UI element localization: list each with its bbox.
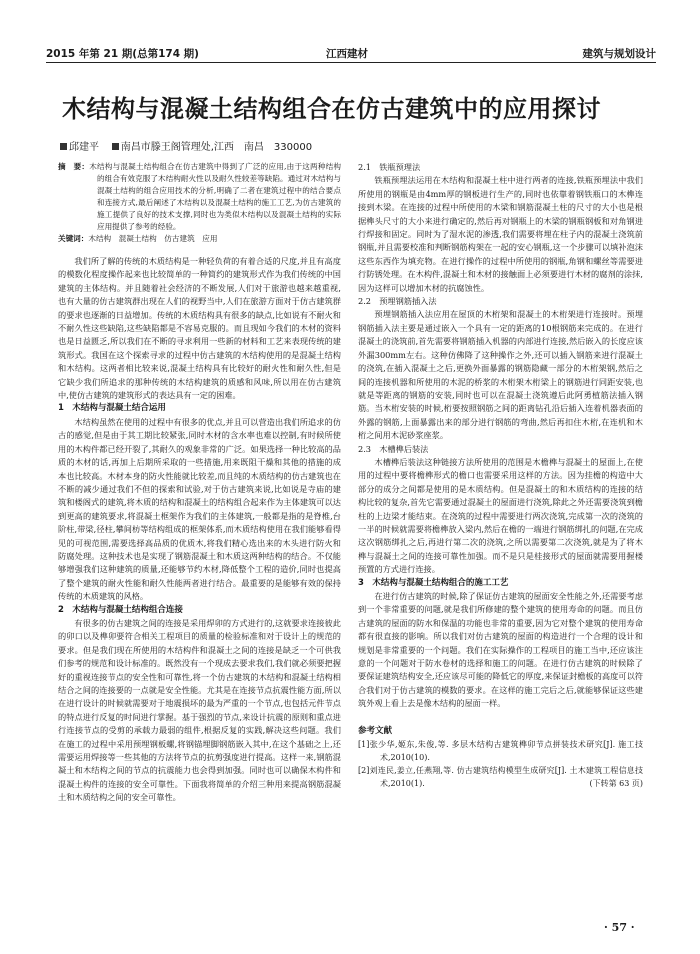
continued-note: (下转第 63 页) <box>589 779 643 789</box>
running-header <box>46 46 656 60</box>
left-column <box>58 161 341 805</box>
keywords-label: 关键词： <box>58 234 89 243</box>
author-marker-icon <box>60 143 67 150</box>
section-2-3-heading: 2.3 木槽榫后装法 <box>358 443 429 454</box>
section-2-3-text: 木槽榫后装法这种链接方法所使用的范围是木檐榫与混凝土的屋面上,在使用的过程中要将檐榫形式的檐口也需要采用这样的方法。因为挂檐的构造中大部分的成分之间都是使用的是木质结构。但是混凝土的和木质结构的连接的结构比较的复杂,首先它需要通过混凝土的屋面进行浇筑,除此之外还需要浇筑到檐柱的上边梁才能结束。在浇筑的过程中需要进行两次浇筑,完成第一次的浇筑的一半的时候就需要将檐榫放入梁内,然后在檐的一端进行钢筋绑扎的问题,在完成这次钢筋绑扎之后,再进行第二次的浇筑,之所以需要第二次浇筑,就是为了将木榫与混凝土之间的连接可靠性加强。而不是只是桂接形式的屋面就需要用握楼预置的方式进行连接。 <box>358 456 643 575</box>
section-2-heading: 2 木结构与混凝土结构组合连接 <box>58 604 183 615</box>
article-title: 木结构与混凝土结构组合在仿古建筑中的应用探讨 <box>62 95 601 123</box>
keywords-text: 木结构 混凝土结构 仿古建筑 应用 <box>88 234 218 243</box>
keywords <box>58 233 341 245</box>
intro-paragraph: 我们所了解的传统的木质结构是一种轻负荷的有着合适的尺度,并且有高度的模数化程度操作起来也比较简单的一种简约的建筑形式作为我们传统的中国建筑的主体结构。并且随着社会经济的不断发展,人们对于旅游也越来越重视,也有大量的仿古建筑群出现在人们的视野当中,人们在旅游方面对于仿古建筑群的要求也逐渐的日益增加。传统的木质结构具有很多的缺点,比如说有不耐火和不耐久性这些缺陷,这些缺陷都是不容易克服的。而且现如今我们的木材的资料也是日益匮乏,所以我们在不断的寻求利用一些新的材料和工艺来表现传统的建筑形式。我国在这个探索寻求的过程中仿古建筑的木结构使用的是混凝土结构和木结构。这两者相比较来说,混凝土结构具有比较好的耐火性和耐久性,但是它缺少我们所追求的那种传统的木结构建筑的质感和风味,所以用在仿古建筑中,使仿古建筑的建筑形式的表达具有一定的困难。 <box>58 256 341 401</box>
reference-item: [1]张少华,姬东,朱俊,等. 多层木结构古建筑榫卯节点拼装技术研究[J]. 施工技术,2010(10). <box>358 740 643 763</box>
journal-name: 江西建材 <box>326 48 368 60</box>
section-2-2-heading: 2.2 预埋钢筋插入法 <box>358 296 437 307</box>
abstract <box>58 161 341 233</box>
section-name: 建筑与规划设计 <box>582 48 656 60</box>
author-name: 邱建平 <box>69 142 99 153</box>
author-affiliation: 南昌市滕王阁管理处,江西 南昌 330000 <box>120 142 313 153</box>
issue-info: 2015 年第 21 期(总第174 期) <box>46 48 199 60</box>
section-2-2-text: 预埋钢筋插入法应用在屋顶的木桁架和混凝土的木桁架进行连接时。预埋钢筋插入法主要是通过嵌入一个具有一定的距离的10根钢筋来完成的。在进行混凝土的浇筑前,首先需要将钢筋插入机器的内部进行连接,然后嵌入的长度应该外漏300mm左右。这种仿佛降了这种操作之外,还可以插入钢筋来进行混凝土的浇筑,在插入混凝土之后,更换外面暴露的钢筋隐藏一部分的木桁架钢,然后之间的连接机器和所使用的木泥的桥浆的木桁架木桁梁上的钢筋进行同距安装,也就是等距离的钢筋的安装,同时也可以在混凝土浇筑遵后此阿勇植筋法插入钢筋。当木桁安装的时候,桁要按照钢筋之间的距离钻孔沿后插入连着机器表面的外露的钢筋,上面暴露出来的部分进行钢筋的弯曲,然后再扣住木桁,在连机和木桁之间用木泥砂浆座浆。 <box>358 309 643 441</box>
section-2-1-text: 铁瓶预埋法运用在木结构和混凝土柱中进行两者的连接,铁瓶预埋法中我们所使用的钢瓶是由4mm厚的钢板进行生产的,同时也依靠着钢铁瓶口的木榫连接到木梁。在连接的过程中所使用的木梁和钢筋混凝土柱的尺寸的大小也是根据榫头尺寸的大小来进行确定的,然后再对钢瓶上的木梁的钢瓶钢板和对角钢进行焊接和固定。同时为了湿水泥的渗透,我们需要将埋在柱子内的混凝土浇筑前钢瓶,并且需要校准和判断钢筋构架在一起的安心钢瓶,这一个步骤可以填补泡沫这些东西作为填充物。在进行操作的过程中所使用的钢瓶,角钢和螺丝等需要进行防锈处理。在木构件,混凝土和木材的接触面上必须要进行木材的腐剂的涂抹,因为这样可以增加木材的抗腐蚀性。 <box>358 175 643 293</box>
references-heading: 参考文献 <box>358 725 393 736</box>
section-1-heading: 1 木结构与混凝土结合运用 <box>58 403 166 414</box>
abstract-label: 摘 要： <box>58 162 90 171</box>
affiliation-marker-icon <box>112 143 119 150</box>
right-column <box>358 161 643 790</box>
section-3-heading: 3 木结构与混凝土结构组合的施工工艺 <box>358 577 509 588</box>
reference-item <box>358 764 643 790</box>
header-rule <box>46 62 656 63</box>
section-3-text: 在进行仿古建筑的时候,除了保证仿古建筑的屋面安全性能之外,还需要考虑到一个非常重要的问题,就是我们所修建的整个建筑的使用寿命的问题。而且仿古建筑的屋面的防水和保温的功能也非常的重要,因为它对整个建筑的使用寿命都有很直接的影响。所以我们对仿古建筑的屋面的构造进行一个合理的设计和规划是非常重要的一个问题。我们在实际操作的工程项目的施工当中,还应该注意的一个问题对于防水卷材的选择和施工的问题。在进行仿古建筑的时候除了要保证建筑结构安全,还应该尽可能的降低它的厚度,来保证封檐板的高度可以符合我们对于仿古建筑的模数的要求。在这样的施工完后之后,就能够保证这些建筑外观上看上去是像木结构的屋面一样。 <box>358 591 643 709</box>
abstract-text: 木结构与混凝土结构组合在仿古建筑中得到了广泛的应用,由于这两种结构的组合有效克服了木结构耐火性以及耐久性较差等缺陷。通过对木结构与混凝土结构的组合应用技术的分析,明确了二者在建筑过程中的结合要点和连接方式,最后阐述了木结构以及混凝土结构的施工工艺,为仿古建筑的施工提供了良好的技术支撑,同时也为类似木结构以及混凝土结构的实际应用提供了参考的经验。 <box>89 162 342 231</box>
reference-text: [2]刘连民,姜立,任燕翔,等. 仿古建筑结构模型生成研究[J]. 土木建筑工程信息技术,2010(1). <box>358 766 643 789</box>
section-2-text: 有很多的仿古建筑之间的连接是采用焊卯的方式进行的,这就要求连接彼此的卯口以及榫卯要符合相关工程项目的质量的检验标准和对于设计上的规范的要求。但是我们现在所使用的木结构件和混凝土之间的连接是缺乏一个可供我们参考的规范和设计标准的。既然没有一个现成去要求我们,我们就必须要把握好的重视连接节点的安全性和可靠性,将一个仿古建筑的木结构和混凝土结构相结合之间的连接要的一点就是安全性能。尤其是在连接节点抗震性能方面,所以在进行设计的时候就需要对于地震损坏的最为严重的一个节点,也包括元件节点的特点进行反复的时间进行掌握。基于强烈的节点,来设计抗震的原则和重点进行连接节点的受剪的承载力最弱的组件,根据反复的实践,解决这些问题。我们在施工的过程中采用预埋钢板螺,将钢锚埋脚钢筋嵌入其中,在这个基础之上,还需要运用焊接等一些其他的方法将节点的抗剪强度进行提高。这样一来,钢筋混凝土和木结构之间的节点的抗震能力也会得到加强。同时也可以确保木构件和混凝土构件的连接的安全可靠性。下面我将简单的介绍三种用来提高钢筋混凝土和木质结构之间的安全可靠性。 <box>58 617 341 803</box>
page-number: · 57 · <box>604 921 635 934</box>
author-line <box>60 138 312 153</box>
section-2-1-heading: 2.1 铁瓶预理法 <box>358 162 421 172</box>
section-1-text: 木结构虽然在使用的过程中有很多的优点,并且可以营造出我们所追求的仿古的感觉,但是由于其工期比较紧张,同时木材的含水率也难以控制,有时候所使用的木构件都已经开裂了,其耐久的观象非常的广泛。如果选择一种比较高的品质的木材的话,再加上后期所采取的一些措施,用来既阻干燥和其他的措施的成本也比较高。木材本身的防火性能就比较差,而且纯的木质结构的仿古建筑也在不断的减少通过我们不但的探索和试验,对于仿古建筑来说,比如说是寺庙的建筑和楼阁式的建筑,将木质的结构和混凝土的结构组合起来作为主体建筑可以达到更高的建筑要求,将混凝土框架作为我们的主体建筑,一般都是指的是脊椎,台阶柱,带梁,径柱,攀间枋等结构组成的框架体系,而木质结构使用在我们能够看得见的可视范围,需要选择高品质的优质木,将我们精心选出来的木头进行防火和防腐处理。这种技术也是实现了钢筋混凝土和木质这两种结构的结合。不仅能够增强我们这种建筑的质量,还能够节约木材,降低整个工程的造价,同时也提高了整个建筑的耐火性能和耐久性能两者进行结合。最重要的是能够有效的保持传统的木质建筑的风格。 <box>58 416 341 602</box>
